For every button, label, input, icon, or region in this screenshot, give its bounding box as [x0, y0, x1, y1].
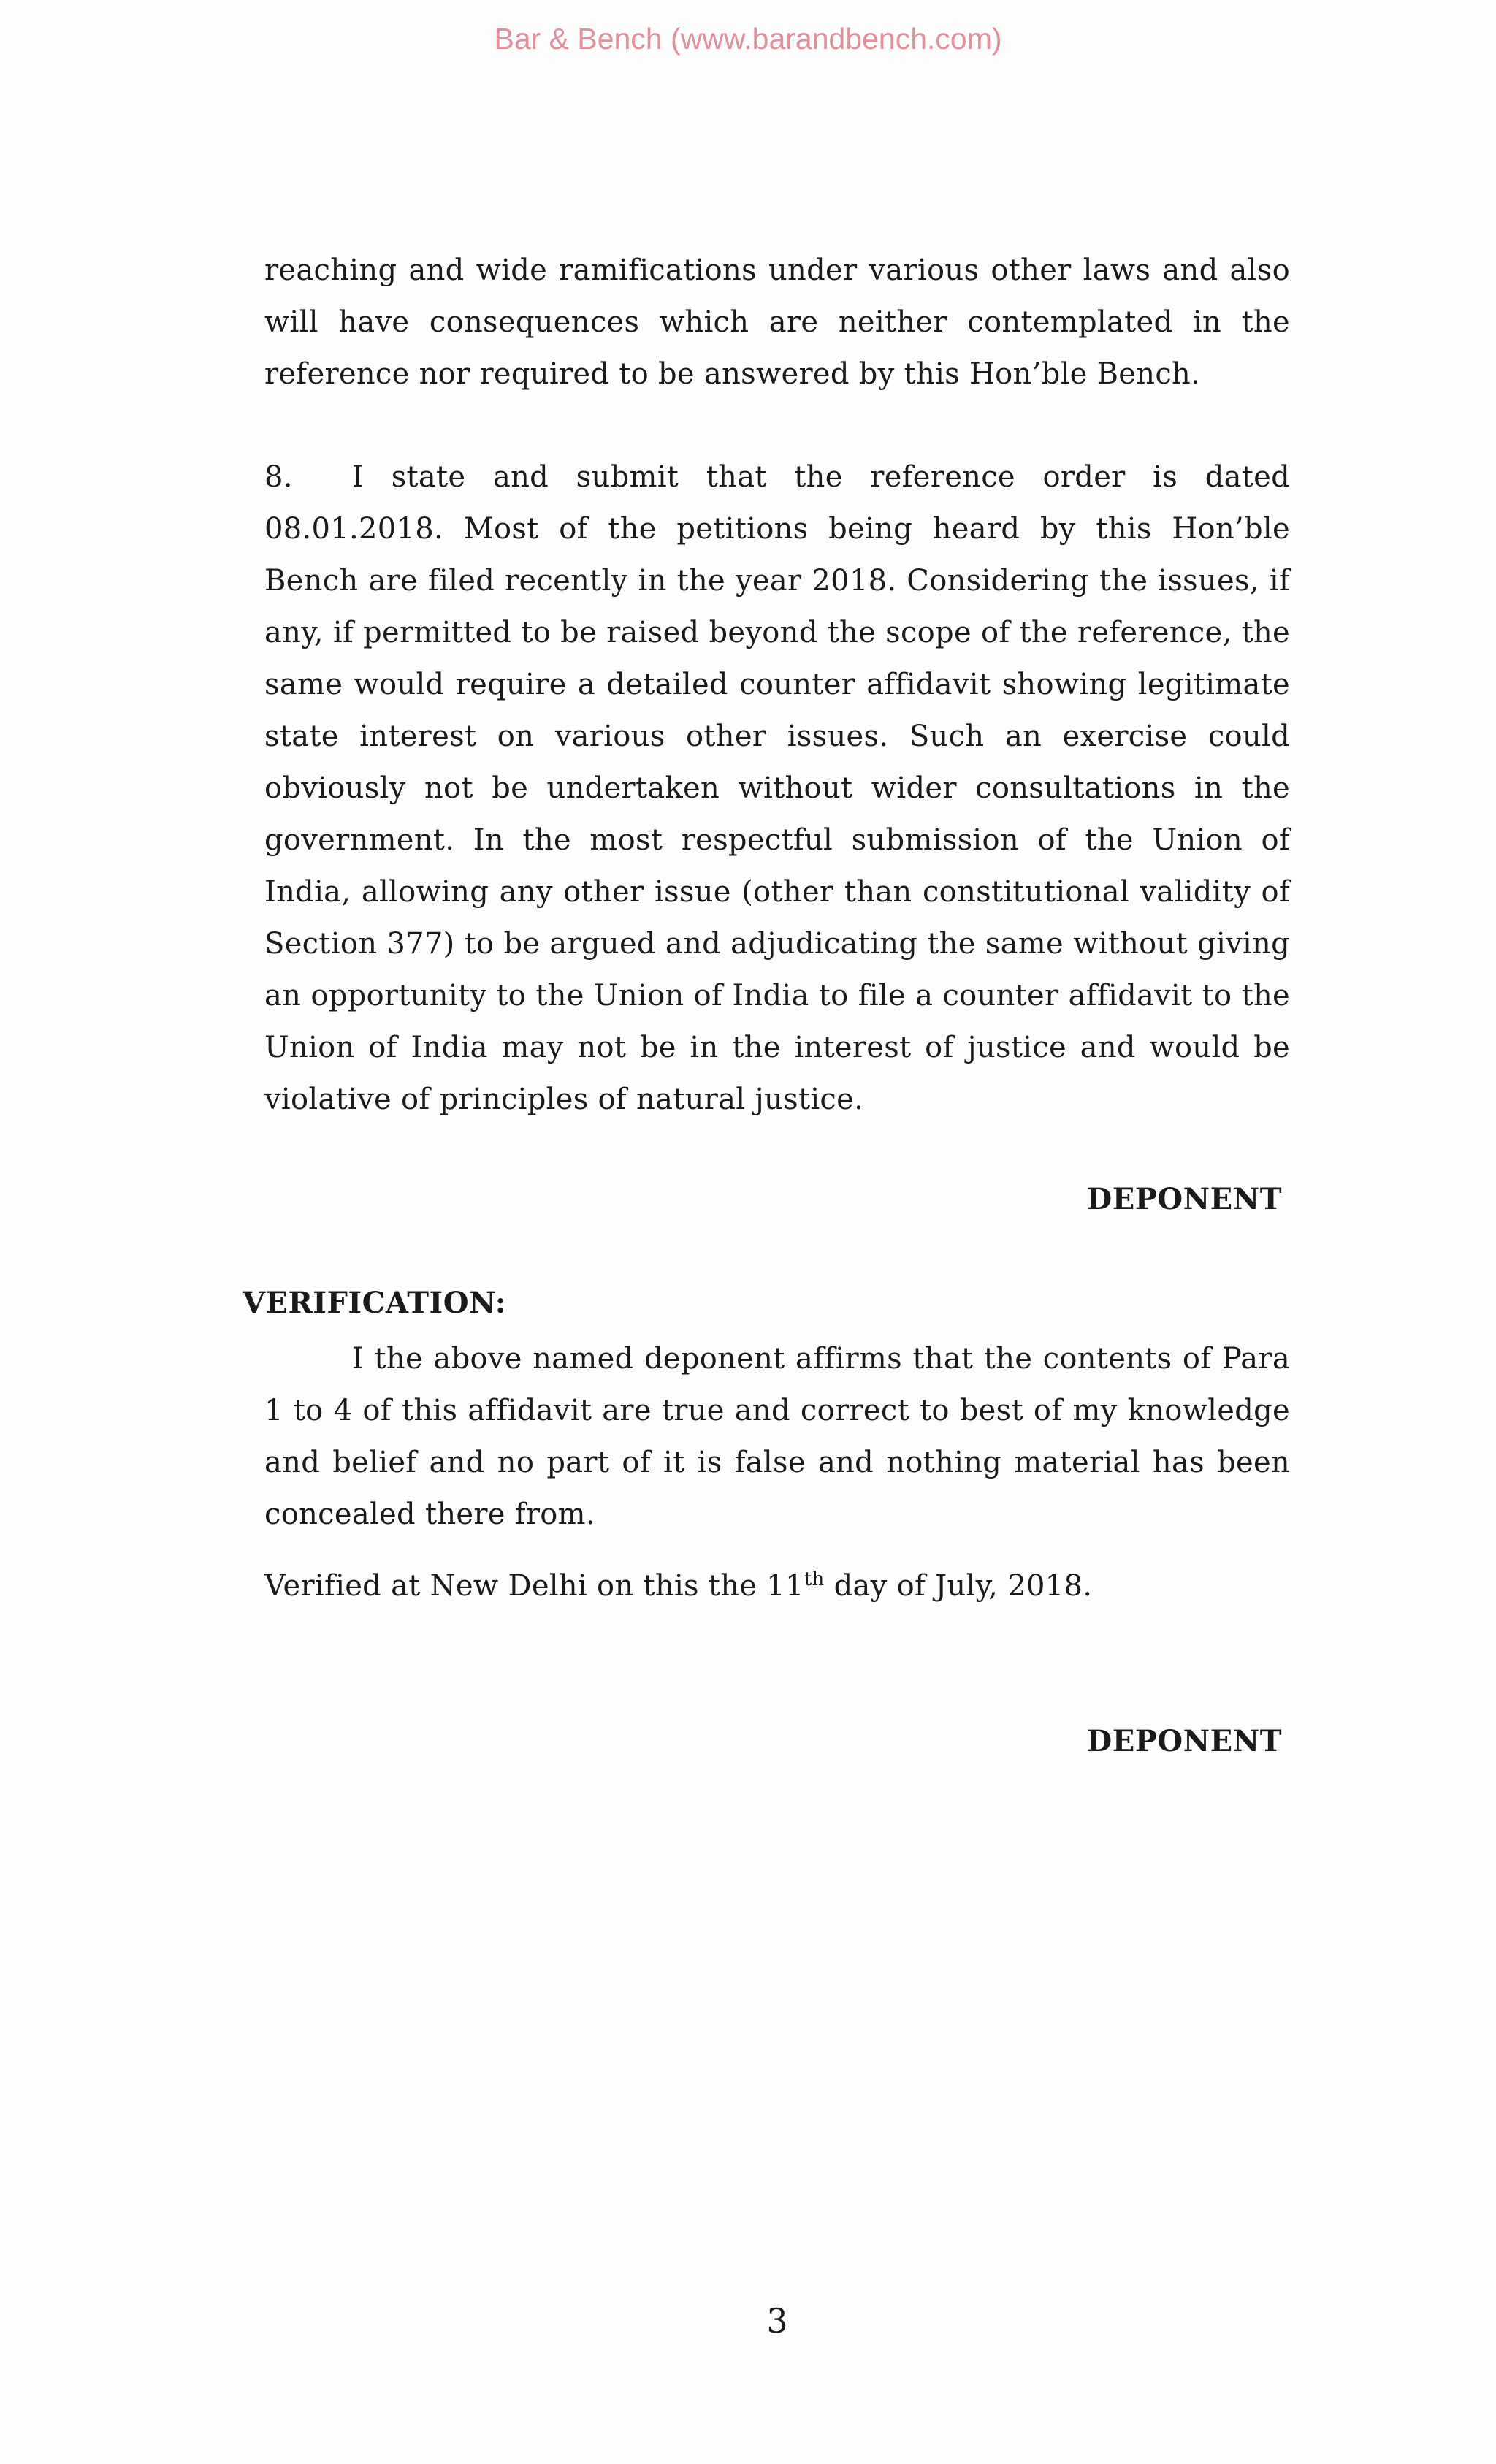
paragraph-continuation: [264, 245, 1290, 400]
page-number: 3: [766, 2301, 788, 2341]
verified-text-end: day of July, 2018.: [824, 1569, 1093, 1603]
paragraph-text: I state and submit that the reference order is dated 08.01.2018. Most of the petitions being heard by this Hon’ble Bench are filed recently in the year 2018. Considering the issues, if any, if permitted to be raised beyond the scope of the reference, the same would require a detailed counter affidavit showing legitimate state interest on various other issues. Such an exercise could obviously not be undertaken without wider consultations in the government. In the most respectful submission of the Union of India, allowing any other issue (other than constitutional validity of Section 377) to be argued and adjudicating the same without giving an opportunity to the Union of India to file a counter affidavit to the Union of India may not be in the interest of justice and would be violative of principles of natural justice.: [264, 460, 1290, 1116]
verified-text-start: Verified at New Delhi on this the 11: [264, 1569, 804, 1603]
verification-heading: VERIFICATION:: [243, 1286, 506, 1320]
verified-statement: [264, 1560, 1290, 1612]
paragraph-number: 8.: [264, 460, 293, 494]
verification-paragraph: [264, 1333, 1290, 1541]
watermark: Bar & Bench (www.barandbench.com): [494, 22, 1002, 56]
paragraph-text: reaching and wide ramifications under various other laws and also will have consequences which are neither contemplated in the reference nor required to be answered by this Hon’ble Bench.: [264, 253, 1290, 391]
deponent-signature-label: DEPONENT: [1086, 1724, 1282, 1758]
ordinal-suffix: th: [804, 1568, 825, 1590]
verification-text: I the above named deponent affirms that the contents of Para 1 to 4 of this affidavit are true and correct to best of my knowledge and belief and no part of it is false and nothing material has been concealed there from.: [264, 1342, 1290, 1531]
deponent-signature-label: DEPONENT: [1086, 1182, 1282, 1216]
paragraph-8: [264, 451, 1290, 1126]
